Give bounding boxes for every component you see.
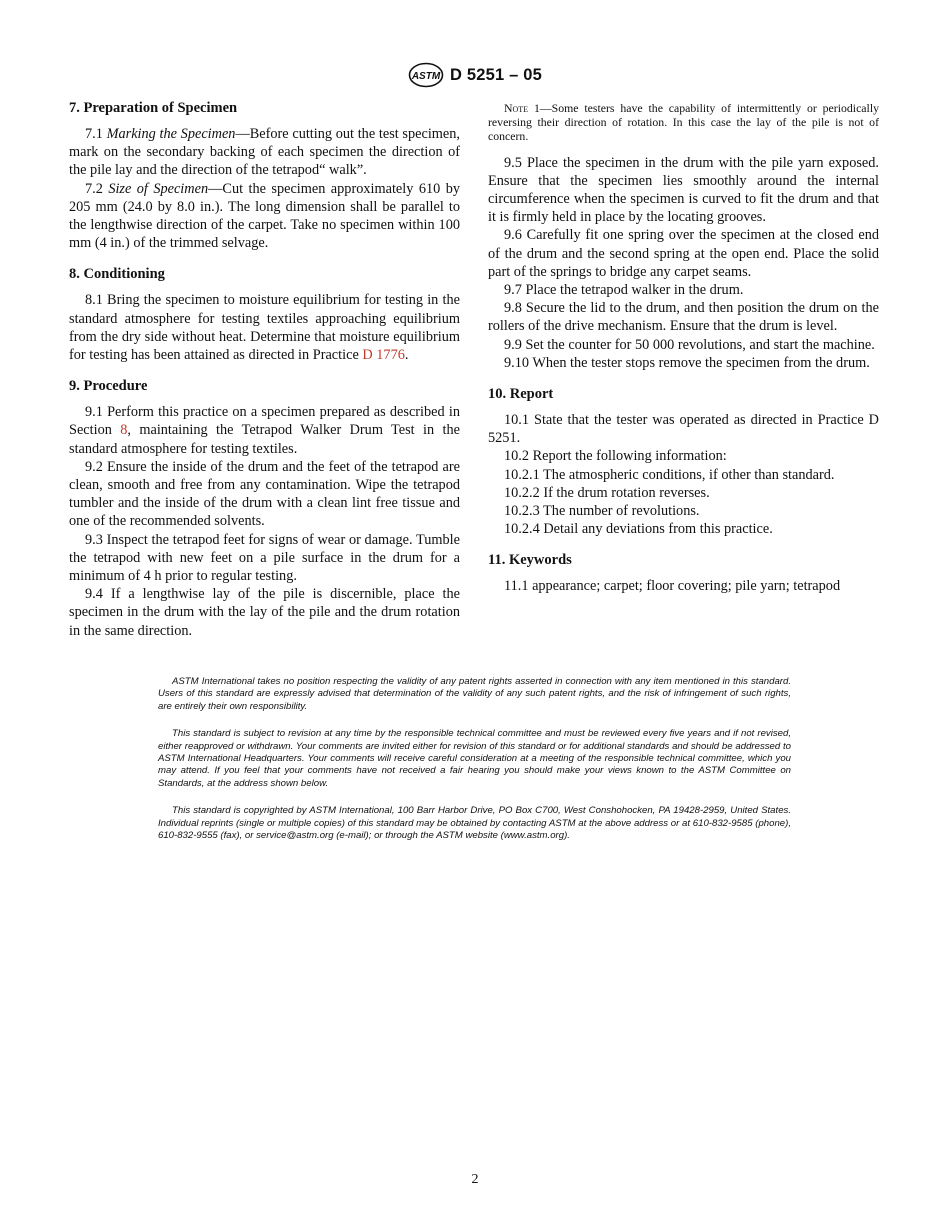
paragraph-9-9: 9.9 Set the counter for 50 000 revolutions, and start the machine. (504, 336, 875, 353)
paragraph-10-2-2: 10.2.2 If the drum rotation reverses. (504, 484, 710, 501)
patent-notice: ASTM International takes no position respecting the validity of any patent rights asserted in connection with any item mentioned in this standard. Users of this standard are expressly advised that determination of the validity of any such patent rights, and the risk of infringement of such rights, are entirely their own responsibility. (158, 676, 791, 712)
section-9-heading: 9. Procedure (69, 378, 148, 395)
section-7-heading: 7. Preparation of Specimen (69, 100, 238, 116)
paragraph-9-5: 9.5 Place the specimen in the drum with the pile yarn exposed. Ensure that the specimen lies smoothly around the internal circumference when the specimen is curved to fit the drum and that it is firmly held in place by the locating grooves. (488, 154, 879, 226)
paragraph-7-1: 7.1 Marking the Specimen—Before cutting out the test specimen, mark on the secondary backing of each specimen the direction of the pile lay and the direction of the tetrapod“ walk”. (69, 126, 460, 179)
section-8-heading: 8. Conditioning (69, 266, 165, 283)
page-number: 2 (471, 1172, 479, 1187)
paragraph-9-3: 9.3 Inspect the tetrapod feet for signs of wear or damage. Tumble the tetrapod with new feet on a pile surface in the drum for a minimum of 4 h prior to regular testing. (69, 531, 460, 585)
paragraph-9-1: 9.1 Perform this practice on a specimen prepared as described in Section 8, maintaining the Tetrapod Walker Drum Test in the standard atmosphere for testing textiles. (69, 404, 460, 457)
paragraph-8-1: 8.1 Bring the specimen to moisture equilibrium for testing in the standard atmosphere for testing textiles approaching equilibrium from the dry side without heat. Determine that moisture equilibrium for testing has been attained as directed in Practice D 1776. (69, 292, 460, 364)
paragraph-9-2: 9.2 Ensure the inside of the drum and the feet of the tetrapod are clean, smooth and free from any contamination. Wipe the tetrapod tumbler and the inside of the drum with a clean lint free tissue and one of the recommended solvents. (69, 458, 460, 530)
section-11-heading: 11. Keywords (488, 552, 572, 569)
copyright-notice: This standard is copyrighted by ASTM International, 100 Barr Harbor Drive, PO Box C700, West Conshohocken, PA 19428-2959, United States. Individual reprints (single or multiple copies) of this standard may be obtained by contacting ASTM at the above address or at 610-832-9585 (phone), 610-832-9555 (fax), or service@astm.org (e-mail); or through the ASTM website (www.astm.org). (158, 805, 791, 842)
paragraph-10-2: 10.2 Report the following information: (504, 448, 727, 465)
d1776-link[interactable]: D 1776 (362, 347, 405, 364)
paragraph-10-2-4: 10.2.4 Detail any deviations from this practice. (504, 521, 773, 538)
paragraph-9-6: 9.6 Carefully fit one spring over the specimen at the closed end of the drum and the second spring at the open end. Place the solid part of the springs to bridge any carpet seams. (488, 227, 879, 280)
paragraph-9-8: 9.8 Secure the lid to the drum, and then position the drum on the rollers of the drive mechanism. Ensure that the drum is level. (488, 300, 879, 335)
note-1: Note 1—Some testers have the capability of intermittently or periodically reversing their direction of rotation. In this case the lay of the pile is not of concern. (488, 101, 879, 144)
paragraph-10-1: 10.1 State that the tester was operated as directed in Practice D 5251. (488, 412, 879, 447)
paragraph-9-7: 9.7 Place the tetrapod walker in the drum. (504, 282, 744, 299)
page-header (0, 62, 950, 88)
paragraph-9-10: 9.10 When the tester stops remove the specimen from the drum. (504, 354, 870, 371)
section-10-heading: 10. Report (488, 386, 554, 403)
section-8-link[interactable]: 8 (120, 422, 128, 439)
paragraph-7-2: 7.2 Size of Specimen—Cut the specimen approximately 610 by 205 mm (24.0 by 8.0 in.). The long dimension shall be parallel to the lengthwise direction of the carpet. Take no specimen within 100 mm (4 in.) of the trimmed selvage. (69, 180, 460, 252)
revision-notice: This standard is subject to revision at any time by the responsible technical committee and must be reviewed every five years and if not revised, either reapproved or withdrawn. Your comments are invited either for revision of this standard or for additional standards and should be addressed to ASTM International Headquarters. Your comments will receive careful consideration at a meeting of the responsible technical committee, which you may attend. If you feel that your comments have not received a fair hearing you should make your views known to the ASTM Committee on Standards, at the address shown below. (158, 728, 791, 789)
left-column (69, 97, 460, 640)
svg-text:ASTM: ASTM (411, 71, 441, 82)
paragraph-9-4: 9.4 If a lengthwise lay of the pile is discernible, place the specimen in the drum with the lay of the pile and the drum rotation in the same direction. (69, 586, 460, 639)
paragraph-11-1: 11.1 appearance; carpet; floor covering; pile yarn; tetrapod (504, 578, 841, 595)
paragraph-10-2-3: 10.2.3 The number of revolutions. (504, 503, 700, 520)
paragraph-10-2-1: 10.2.1 The atmospheric conditions, if other than standard. (504, 466, 835, 483)
astm-logo-icon (408, 62, 444, 88)
right-column (488, 97, 879, 596)
standard-designation: D 5251 – 05 (449, 65, 543, 84)
legal-notice (158, 676, 791, 857)
